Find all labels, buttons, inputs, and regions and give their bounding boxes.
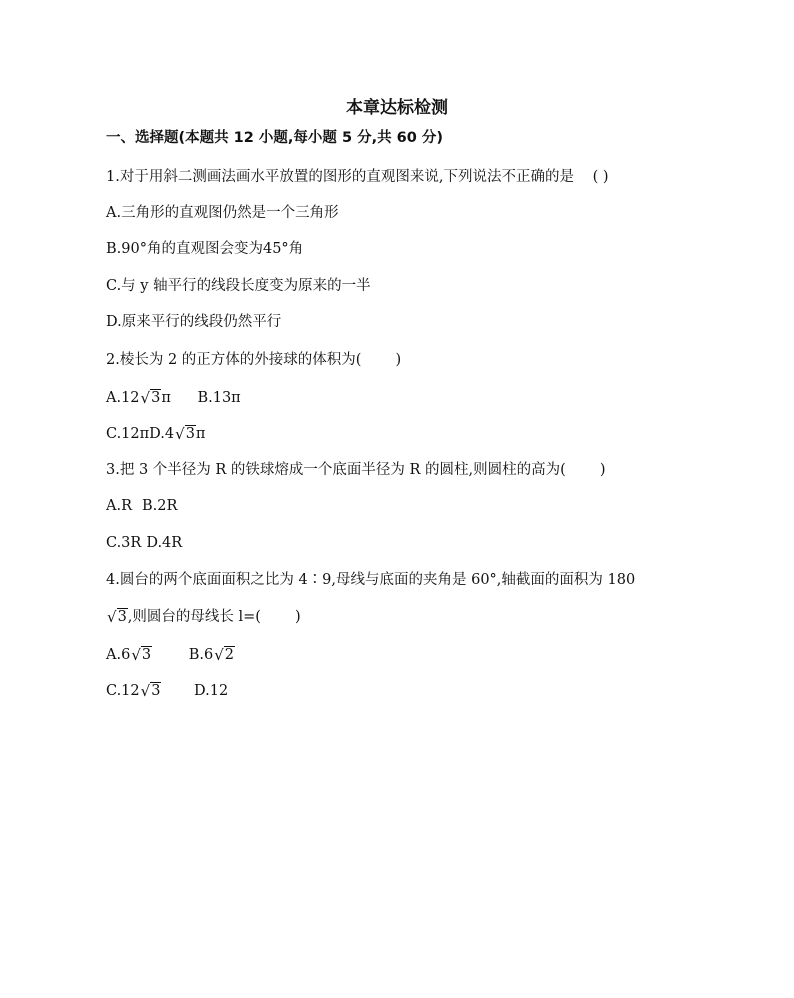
section-heading-line <box>106 128 443 148</box>
question-2-options-cd <box>106 423 205 444</box>
question-2-stem <box>106 350 401 370</box>
question-4-text: 4.圆台的两个底面面积之比为 4∶9,母线与底面的夹角是 60°,轴截面的面积为 180 <box>106 572 636 588</box>
question-4-stem-continued <box>106 606 301 627</box>
sqrt-symbol: √3 <box>131 646 152 664</box>
question-2-option-c: C.12π <box>106 426 150 442</box>
question-4-text-cont: ,则圆台的母线长 l=( <box>127 609 261 625</box>
sqrt-symbol: √3 <box>175 425 195 443</box>
question-4-stem <box>106 570 635 590</box>
question-2-option-a: A.12√3π <box>106 389 171 407</box>
question-3-option-c: C.3R <box>106 535 142 551</box>
question-2-option-b: B.13π <box>197 390 241 406</box>
question-3-options-ab <box>106 496 177 516</box>
sqrt-symbol: √3 <box>140 682 161 700</box>
sqrt-symbol: √3 <box>140 389 161 407</box>
question-3-option-a: A.R <box>106 498 132 514</box>
question-1-option-d: D.原来平行的线段仍然平行 <box>106 314 282 330</box>
section-note: (本题共 12 小题,每小题 5 分,共 60 分) <box>178 130 444 146</box>
question-1-stem <box>106 167 609 187</box>
sqrt-symbol: √2 <box>214 646 235 664</box>
question-2-options-ab <box>106 387 241 408</box>
question-4-option-d: D.12 <box>194 683 229 699</box>
question-1-option-c: C.与 y 轴平行的线段长度变为原来的一半 <box>106 278 371 294</box>
question-4-options-cd <box>106 680 228 701</box>
question-3-option-d: D.4R <box>146 535 183 551</box>
question-3-text: 3.把 3 个半径为 R 的铁球熔成一个底面半径为 R 的圆柱,则圆柱的高为( <box>106 462 566 478</box>
question-1-paren: ( ) <box>592 169 609 185</box>
question-3-options-cd <box>106 533 182 553</box>
question-1-option-b: B.90°角的直观图会变为45°角 <box>106 241 304 257</box>
question-4-option-a: A.6√3 <box>106 646 152 664</box>
question-2-paren-end: ) <box>395 352 402 368</box>
question-2-option-d: D.4√3π <box>149 425 206 443</box>
section-heading: 一、选择题 <box>106 130 179 146</box>
question-3-stem <box>106 460 606 480</box>
question-4-option-c: C.12√3 <box>106 682 161 700</box>
question-3-option-b: B.2R <box>142 498 178 514</box>
question-2-text: 2.棱长为 2 的正方体的外接球的体积为( <box>106 352 362 368</box>
question-1-text: 1.对于用斜二测画法画水平放置的图形的直观图来说,下列说法不正确的是 <box>106 169 574 185</box>
question-4-paren-end: ) <box>294 609 301 625</box>
question-1-option-a: A.三角形的直观图仍然是一个三角形 <box>106 205 339 221</box>
question-3-paren-end: ) <box>599 462 606 478</box>
question-4-option-b: B.6√2 <box>188 646 235 664</box>
page-title: 本章达标检测 <box>346 98 448 118</box>
sqrt-symbol: √3 <box>107 608 127 626</box>
question-4-options-ab <box>106 644 235 665</box>
